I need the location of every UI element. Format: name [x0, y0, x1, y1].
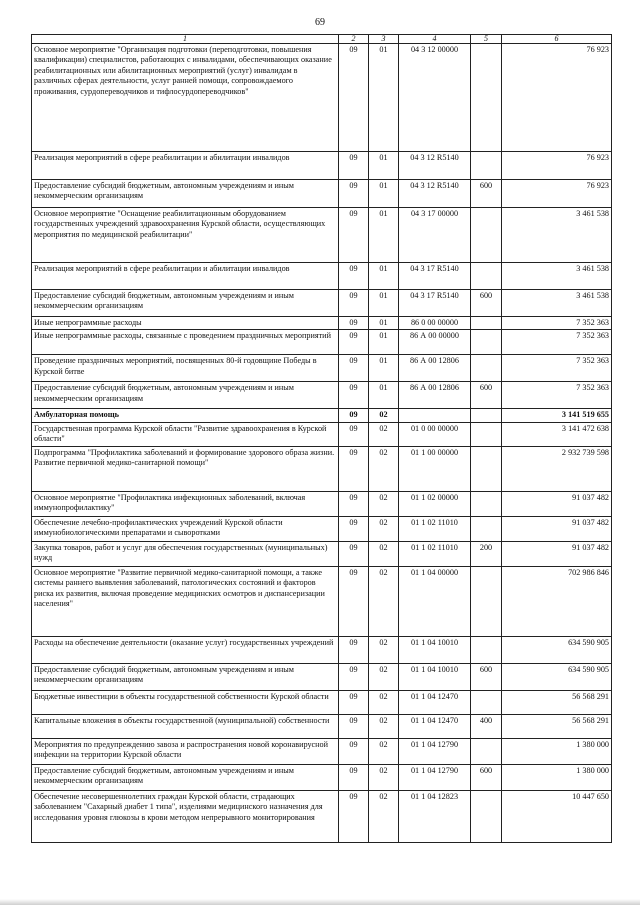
row-expense-type [471, 446, 502, 491]
row-target-article: 04 3 12 R5140 [399, 180, 471, 208]
row-name: Предоставление субсидий бюджетным, автономным учреждениям и иным некоммерческим организациям [32, 290, 339, 317]
row-expense-type [471, 263, 502, 290]
row-expense-type [471, 690, 502, 714]
row-expense-type: 600 [471, 764, 502, 790]
row-section: 09 [339, 790, 369, 842]
row-subsection: 02 [369, 566, 399, 636]
row-name: Основное мероприятие "Организация подготовки (переподготовки, повышения квалификации) специалистов, работающих с инвалидами, обеспечивающих оказание реабилитационных или абилитационных мероприятий (услуг) инвалидам в различных сферах деятельности, услуг ранней помощи, сопровождаемого проживания, сурдопереводчиков и тифлосурдопереводчиков" [32, 44, 339, 152]
row-target-article: 04 3 17 R5140 [399, 290, 471, 317]
row-target-article: 01 0 00 00000 [399, 422, 471, 446]
row-subsection: 02 [369, 738, 399, 764]
row-expense-type: 600 [471, 382, 502, 409]
row-section: 09 [339, 44, 369, 152]
row-name: Амбулаторная помощь [32, 409, 339, 422]
row-target-article: 86 0 00 00000 [399, 317, 471, 330]
row-name: Расходы на обеспечение деятельности (оказание услуг) государственных учреждений [32, 636, 339, 663]
row-expense-type [471, 409, 502, 422]
table-row [32, 446, 612, 491]
row-target-article: 04 3 17 00000 [399, 208, 471, 263]
row-section: 09 [339, 491, 369, 516]
row-expense-type: 200 [471, 541, 502, 566]
row-subsection: 01 [369, 290, 399, 317]
row-name: Основное мероприятие "Развитие первичной медико-санитарной помощи, а также системы раннего выявления заболеваний, патологических состояний и факторов риска их развития, включая проведение медицинских осмотров и диспансеризации населения" [32, 566, 339, 636]
row-subsection: 02 [369, 541, 399, 566]
row-target-article: 01 1 04 12790 [399, 764, 471, 790]
row-target-article: 01 1 04 12470 [399, 690, 471, 714]
row-subsection: 01 [369, 152, 399, 180]
row-section: 09 [339, 566, 369, 636]
row-target-article: 01 1 02 11010 [399, 516, 471, 541]
row-section: 09 [339, 446, 369, 491]
row-expense-type [471, 566, 502, 636]
table-row [32, 382, 612, 409]
row-subsection: 01 [369, 355, 399, 382]
row-target-article: 01 1 04 10010 [399, 663, 471, 690]
row-section: 09 [339, 317, 369, 330]
table-row [32, 516, 612, 541]
row-name: Обеспечение несовершеннолетних граждан Курской области, страдающих заболеванием "Сахарный диабет 1 типа", изделиями медицинского назначения для исследования уровня глюкозы в крови методом непрерывного мониторирования [32, 790, 339, 842]
row-subsection: 01 [369, 382, 399, 409]
row-target-article: 04 3 17 R5140 [399, 263, 471, 290]
row-expense-type [471, 422, 502, 446]
table-row [32, 208, 612, 263]
row-amount: 3 461 538 [502, 263, 612, 290]
row-subsection: 02 [369, 516, 399, 541]
row-amount: 3 141 472 638 [502, 422, 612, 446]
row-amount: 91 037 482 [502, 516, 612, 541]
row-name: Иные непрограммные расходы [32, 317, 339, 330]
row-amount: 10 447 650 [502, 790, 612, 842]
row-target-article: 01 1 04 12790 [399, 738, 471, 764]
row-amount: 91 037 482 [502, 541, 612, 566]
row-expense-type [471, 44, 502, 152]
table-row [32, 790, 612, 842]
row-subsection: 02 [369, 764, 399, 790]
row-amount: 1 380 000 [502, 764, 612, 790]
row-subsection: 01 [369, 330, 399, 355]
row-expense-type [471, 491, 502, 516]
row-subsection: 02 [369, 422, 399, 446]
table-row [32, 663, 612, 690]
row-subsection: 01 [369, 208, 399, 263]
table-row [32, 541, 612, 566]
table-row [32, 330, 612, 355]
row-name: Государственная программа Курской области "Развитие здравоохранения в Курской области" [32, 422, 339, 446]
row-amount: 2 932 739 598 [502, 446, 612, 491]
row-amount: 3 461 538 [502, 290, 612, 317]
row-section: 09 [339, 690, 369, 714]
row-name: Основное мероприятие "Оснащение реабилитационным оборудованием государственных учреждений здравоохранения Курской области, осуществляющих мероприятия по медицинской реабилитации" [32, 208, 339, 263]
row-amount: 3 461 538 [502, 208, 612, 263]
row-name: Предоставление субсидий бюджетным, автономным учреждениям и иным некоммерческим организациям [32, 180, 339, 208]
row-subsection: 02 [369, 409, 399, 422]
row-target-article: 01 1 04 12823 [399, 790, 471, 842]
row-amount: 76 923 [502, 44, 612, 152]
row-amount: 634 590 905 [502, 663, 612, 690]
row-name: Основное мероприятие "Профилактика инфекционных заболеваний, включая иммунопрофилактику" [32, 491, 339, 516]
row-amount: 91 037 482 [502, 491, 612, 516]
row-name: Проведение праздничных мероприятий, посвященных 80-й годовщине Победы в Курской битве [32, 355, 339, 382]
table-row [32, 738, 612, 764]
row-section: 09 [339, 180, 369, 208]
row-name: Обеспечение лечебно-профилактических учреждений Курской области иммунобиологическими препаратами и сыворотками [32, 516, 339, 541]
row-subsection: 01 [369, 180, 399, 208]
row-name: Реализация мероприятий в сфере реабилитации и абилитации инвалидов [32, 263, 339, 290]
column-number: 2 [339, 35, 369, 44]
row-expense-type [471, 355, 502, 382]
row-amount: 7 352 363 [502, 382, 612, 409]
row-expense-type [471, 317, 502, 330]
row-subsection: 01 [369, 317, 399, 330]
row-name: Подпрограмма "Профилактика заболеваний и формирование здорового образа жизни. Развитие первичной медико-санитарной помощи" [32, 446, 339, 491]
page-number: 69 [315, 17, 325, 28]
row-section: 09 [339, 541, 369, 566]
table-row [32, 355, 612, 382]
table-row [32, 317, 612, 330]
row-subsection: 02 [369, 636, 399, 663]
column-number: 4 [399, 35, 471, 44]
table-row [32, 152, 612, 180]
row-expense-type [471, 208, 502, 263]
row-expense-type [471, 152, 502, 180]
row-expense-type [471, 636, 502, 663]
row-section: 09 [339, 355, 369, 382]
row-expense-type: 600 [471, 180, 502, 208]
row-expense-type [471, 516, 502, 541]
row-expense-type [471, 790, 502, 842]
row-target-article: 04 3 12 R5140 [399, 152, 471, 180]
table-row [32, 690, 612, 714]
row-amount: 7 352 363 [502, 355, 612, 382]
row-subsection: 01 [369, 44, 399, 152]
scan-edge [0, 899, 640, 905]
row-name: Бюджетные инвестиции в объекты государственной собственности Курской области [32, 690, 339, 714]
table-row [32, 409, 612, 422]
row-name: Реализация мероприятий в сфере реабилитации и абилитации инвалидов [32, 152, 339, 180]
row-section: 09 [339, 663, 369, 690]
row-target-article: 01 1 02 11010 [399, 541, 471, 566]
column-number-row [32, 35, 612, 44]
row-subsection: 02 [369, 714, 399, 738]
row-amount: 76 923 [502, 152, 612, 180]
row-target-article: 86 А 00 12806 [399, 355, 471, 382]
row-section: 09 [339, 290, 369, 317]
row-subsection: 02 [369, 491, 399, 516]
row-amount: 1 380 000 [502, 738, 612, 764]
table-row [32, 764, 612, 790]
table-row [32, 422, 612, 446]
table-row [32, 636, 612, 663]
table-row [32, 263, 612, 290]
row-target-article [399, 409, 471, 422]
row-name: Предоставление субсидий бюджетным, автономным учреждениям и иным некоммерческим организациям [32, 382, 339, 409]
row-name: Капитальные вложения в объекты государственной (муниципальной) собственности [32, 714, 339, 738]
row-subsection: 02 [369, 790, 399, 842]
column-number: 1 [32, 35, 339, 44]
table-row [32, 566, 612, 636]
row-section: 09 [339, 152, 369, 180]
row-amount: 7 352 363 [502, 317, 612, 330]
row-section: 09 [339, 409, 369, 422]
column-number: 3 [369, 35, 399, 44]
row-amount: 56 568 291 [502, 690, 612, 714]
row-amount: 3 141 519 655 [502, 409, 612, 422]
row-section: 09 [339, 738, 369, 764]
column-number: 6 [502, 35, 612, 44]
row-section: 09 [339, 263, 369, 290]
table-row [32, 491, 612, 516]
row-amount: 702 986 846 [502, 566, 612, 636]
table-row [32, 44, 612, 152]
row-section: 09 [339, 764, 369, 790]
row-subsection: 02 [369, 446, 399, 491]
row-subsection: 02 [369, 663, 399, 690]
row-section: 09 [339, 382, 369, 409]
row-target-article: 01 1 02 00000 [399, 491, 471, 516]
row-expense-type: 600 [471, 290, 502, 317]
row-expense-type: 400 [471, 714, 502, 738]
row-name: Закупка товаров, работ и услуг для обеспечения государственных (муниципальных) нужд [32, 541, 339, 566]
row-section: 09 [339, 516, 369, 541]
row-target-article: 01 1 00 00000 [399, 446, 471, 491]
row-target-article: 86 А 00 00000 [399, 330, 471, 355]
row-target-article: 01 1 04 10010 [399, 636, 471, 663]
row-subsection: 01 [369, 263, 399, 290]
row-amount: 7 352 363 [502, 330, 612, 355]
budget-table [31, 34, 612, 843]
row-target-article: 04 3 12 00000 [399, 44, 471, 152]
row-subsection: 02 [369, 690, 399, 714]
table-row [32, 714, 612, 738]
row-amount: 56 568 291 [502, 714, 612, 738]
row-amount: 76 923 [502, 180, 612, 208]
row-target-article: 86 А 00 12806 [399, 382, 471, 409]
row-amount: 634 590 905 [502, 636, 612, 663]
row-name: Мероприятия по предупреждению завоза и распространения новой коронавирусной инфекции на территории Курской области [32, 738, 339, 764]
row-target-article: 01 1 04 00000 [399, 566, 471, 636]
table-row [32, 290, 612, 317]
row-section: 09 [339, 330, 369, 355]
row-expense-type: 600 [471, 663, 502, 690]
row-name: Иные непрограммные расходы, связанные с проведением праздничных мероприятий [32, 330, 339, 355]
row-expense-type [471, 330, 502, 355]
row-section: 09 [339, 636, 369, 663]
row-expense-type [471, 738, 502, 764]
column-number: 5 [471, 35, 502, 44]
table-row [32, 180, 612, 208]
row-name: Предоставление субсидий бюджетным, автономным учреждениям и иным некоммерческим организациям [32, 663, 339, 690]
row-section: 09 [339, 208, 369, 263]
row-section: 09 [339, 422, 369, 446]
row-section: 09 [339, 714, 369, 738]
row-name: Предоставление субсидий бюджетным, автономным учреждениям и иным некоммерческим организациям [32, 764, 339, 790]
row-target-article: 01 1 04 12470 [399, 714, 471, 738]
